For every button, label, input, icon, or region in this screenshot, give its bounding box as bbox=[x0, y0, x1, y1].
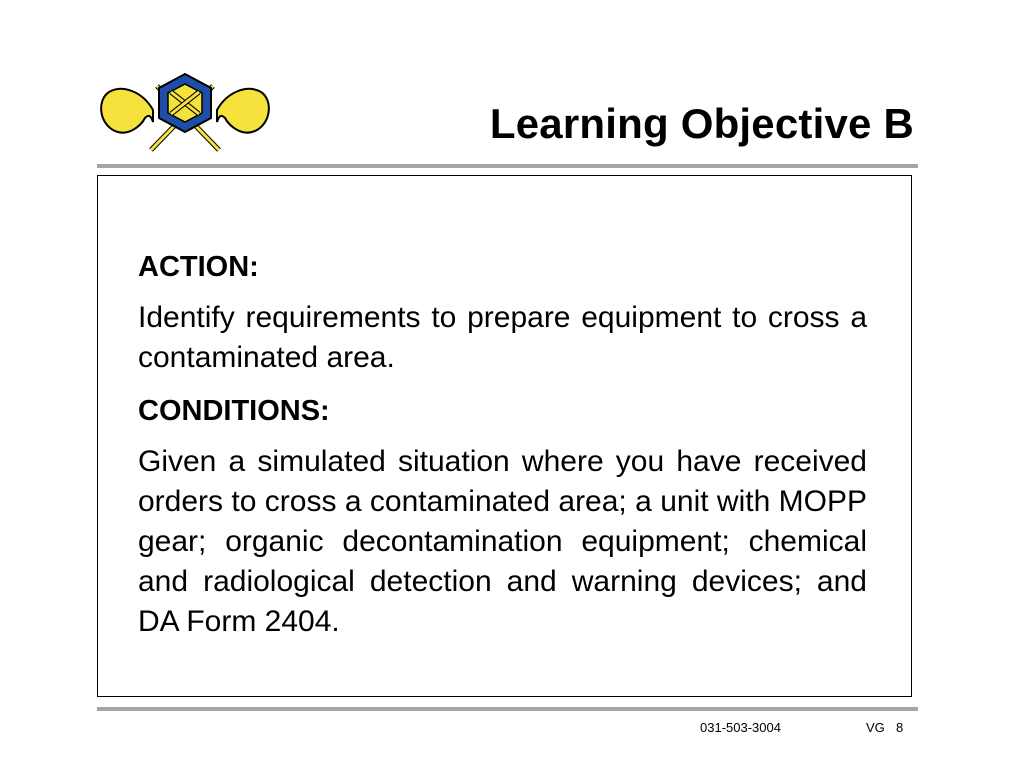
slide-title: Learning Objective B bbox=[489, 100, 914, 147]
course-code: 031-503-3004 bbox=[700, 720, 781, 735]
objective-content bbox=[138, 250, 867, 642]
chemical-corps-logo bbox=[95, 66, 275, 156]
conditions-heading: CONDITIONS: bbox=[138, 395, 330, 427]
objective-box bbox=[97, 175, 912, 697]
right-retort-icon bbox=[217, 89, 269, 133]
top-divider bbox=[97, 164, 918, 168]
bottom-divider bbox=[97, 707, 918, 711]
left-retort-icon bbox=[101, 89, 153, 133]
page-number: 8 bbox=[896, 720, 904, 735]
action-heading: ACTION: bbox=[138, 251, 259, 283]
vg-label: VG bbox=[866, 720, 885, 735]
conditions-text: Given a simulated situation where you have received orders to cross a contaminated area; a unit with MOPP gear; organic decontamination equipment; chemical and radiological detection and warning devices; and DA Form 2404. bbox=[138, 445, 867, 638]
action-text: Identify requirements to prepare equipment to cross a contaminated area. bbox=[138, 301, 867, 374]
